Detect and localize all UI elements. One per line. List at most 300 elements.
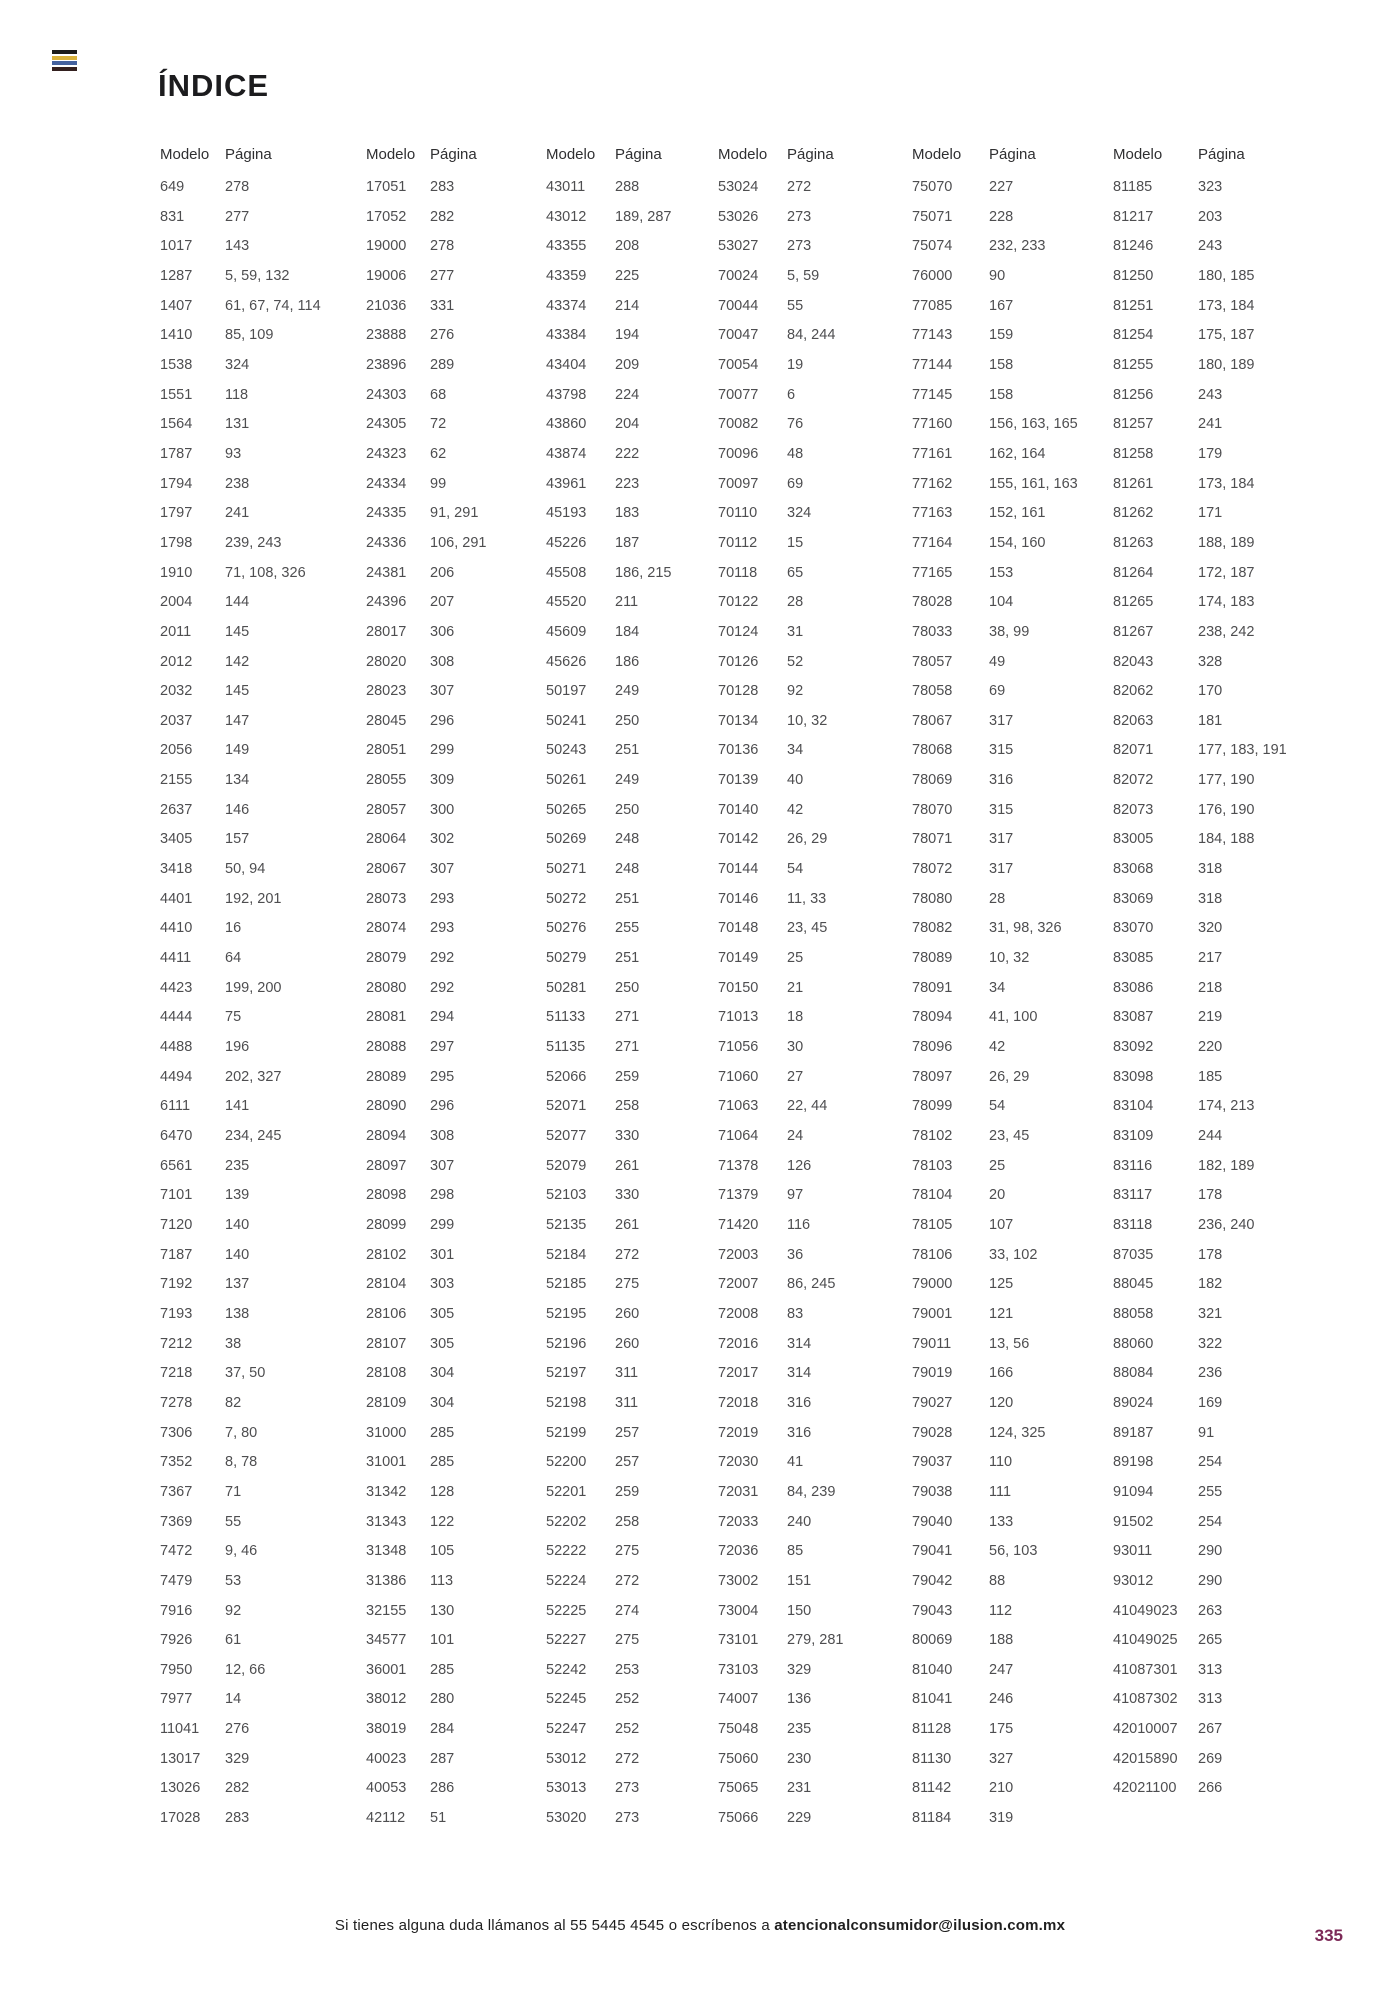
model-number: 70054 [718,356,759,373]
index-row [1113,1336,1287,1366]
model-number: 81258 [1113,445,1154,462]
index-row [366,179,486,209]
model-number: 91502 [1113,1513,1154,1530]
index-row [366,1425,486,1455]
index-row [1113,535,1287,565]
page-numbers: 15 [787,534,804,551]
model-number: 28099 [366,1216,407,1233]
page-numbers: 68 [430,386,447,403]
page-numbers: 37, 50 [225,1365,266,1382]
model-number: 1798 [160,534,193,551]
index-row [718,742,843,772]
index-row [718,416,843,446]
model-number: 93011 [1113,1543,1153,1560]
index-row [1113,950,1287,980]
index-row [366,742,486,772]
index-row [912,1336,1078,1366]
model-number: 70150 [718,979,759,996]
page-numbers: 255 [615,920,640,937]
model-number: 50261 [546,772,587,789]
page-numbers: 53 [225,1572,242,1589]
model-number: 7367 [160,1483,193,1500]
model-number: 1017 [160,238,193,255]
index-row [366,1247,486,1277]
index-row [912,446,1078,476]
model-number: 79042 [912,1572,953,1589]
page-numbers: 31 [787,623,804,640]
model-number: 17052 [366,208,407,225]
column-header-pagina: Página [430,146,477,163]
model-number: 7187 [160,1246,193,1263]
index-column-pair [718,146,843,1840]
column-headers [366,146,486,166]
model-number: 89198 [1113,1454,1154,1471]
page-numbers: 42 [787,801,804,818]
page-numbers: 82 [225,1394,242,1411]
index-row [912,209,1078,239]
model-number: 73101 [718,1632,759,1649]
model-number: 78072 [912,861,953,878]
model-number: 78070 [912,801,953,818]
page-numbers: 71 [225,1483,242,1500]
model-number: 6111 [160,1098,191,1115]
index-row [718,1603,843,1633]
index-row [1113,1306,1287,1336]
index-row [546,1039,671,1069]
column-header-pagina: Página [1198,146,1245,163]
model-number: 78106 [912,1246,953,1263]
index-row [1113,1484,1287,1514]
page-numbers: 314 [787,1365,812,1382]
model-number: 4444 [160,1009,193,1026]
index-row [718,1484,843,1514]
index-row [1113,327,1287,357]
index-row [160,742,321,772]
page-numbers: 251 [615,742,640,759]
index-row [366,594,486,624]
model-number: 75048 [718,1721,759,1738]
index-row [1113,861,1287,891]
index-row [718,1543,843,1573]
index-row [546,1336,671,1366]
model-number: 81261 [1113,475,1154,492]
index-row [366,772,486,802]
index-row [546,1780,671,1810]
page-numbers: 106, 291 [430,534,487,551]
model-number: 79019 [912,1365,953,1382]
index-row [366,1365,486,1395]
model-number: 2155 [160,772,193,789]
model-number: 82072 [1113,772,1154,789]
index-row [912,505,1078,535]
index-row [366,1039,486,1069]
model-number: 71379 [718,1187,759,1204]
page-numbers: 24 [787,1128,804,1144]
index-row [718,387,843,417]
model-number: 72033 [718,1513,759,1530]
page-numbers: 299 [430,1216,455,1233]
index-row [546,683,671,713]
page-numbers: 274 [615,1602,640,1619]
index-row [1113,980,1287,1010]
model-number: 24396 [366,594,407,611]
page-numbers: 146 [225,801,250,818]
index-row [912,861,1078,891]
page-numbers: 153 [989,564,1014,581]
page-numbers: 116 [787,1216,811,1233]
index-row [718,505,843,535]
page-numbers: 13, 56 [989,1335,1030,1352]
model-number: 78082 [912,920,953,937]
index-row [1113,387,1287,417]
page-numbers: 178 [1198,1246,1223,1263]
index-row [912,594,1078,624]
model-number: 52201 [546,1483,587,1500]
model-number: 28107 [366,1335,407,1352]
index-row [546,535,671,565]
model-number: 17028 [160,1810,201,1827]
model-number: 28079 [366,950,407,967]
model-number: 28020 [366,653,407,670]
page-numbers: 308 [430,653,455,670]
page-numbers: 33, 102 [989,1246,1038,1263]
model-number: 73004 [718,1602,759,1619]
index-row [718,980,843,1010]
column-header-modelo: Modelo [1113,146,1163,163]
index-row [366,831,486,861]
page-numbers: 26, 29 [989,1068,1030,1085]
index-row [1113,505,1287,535]
model-number: 3418 [160,861,193,878]
index-row [912,1039,1078,1069]
page-numbers: 255 [1198,1483,1223,1500]
index-row [366,1751,486,1781]
column-header-modelo: Modelo [160,146,210,163]
page-numbers: 12, 66 [225,1661,266,1678]
page-numbers: 69 [989,683,1006,700]
page-numbers: 11, 33 [787,890,827,907]
model-number: 7101 [160,1187,193,1204]
page-numbers: 5, 59 [787,267,820,284]
index-row [718,357,843,387]
index-row [366,387,486,417]
column-header-modelo: Modelo [718,146,768,163]
index-row [1113,1247,1287,1277]
page-numbers: 210 [989,1780,1014,1797]
index-row [1113,1425,1287,1455]
page-numbers: 181 [1198,712,1223,729]
page-numbers: 250 [615,979,640,996]
page-numbers: 266 [1198,1780,1223,1797]
page-numbers: 282 [430,208,455,225]
page-numbers: 90 [989,267,1006,284]
index-row [1113,1662,1287,1692]
model-number: 80069 [912,1632,953,1649]
index-row [160,891,321,921]
page-numbers: 186, 215 [615,564,672,581]
model-number: 83005 [1113,831,1154,848]
page-numbers: 65 [787,564,804,581]
model-number: 81250 [1113,267,1154,284]
model-number: 70146 [718,890,759,907]
model-number: 70082 [718,416,759,433]
column-header-pagina: Página [989,146,1036,163]
index-row [1113,1573,1287,1603]
page-numbers: 297 [430,1039,455,1056]
page-numbers: 192, 201 [225,890,282,907]
index-row [912,357,1078,387]
column-headers [160,146,321,166]
index-row [718,654,843,684]
page-numbers: 317 [989,831,1014,848]
page-numbers: 292 [430,979,455,996]
index-row [160,1514,321,1544]
page-numbers: 9, 46 [225,1543,258,1560]
model-number: 72036 [718,1543,759,1560]
page-numbers: 231 [787,1780,812,1797]
page-numbers: 248 [615,831,640,848]
index-row [1113,476,1287,506]
index-row [366,802,486,832]
page-numbers: 271 [615,1039,640,1056]
index-row [160,802,321,832]
page-number: 335 [1314,1926,1343,1945]
model-number: 4411 [160,950,192,967]
page-numbers: 277 [225,208,250,225]
model-number: 28074 [366,920,407,937]
model-number: 1787 [160,445,193,462]
page-numbers: 284 [430,1721,455,1738]
model-number: 79001 [912,1305,953,1322]
page-numbers: 260 [615,1305,640,1322]
page-numbers: 311 [615,1365,639,1382]
index-row [912,1454,1078,1484]
index-row [160,980,321,1010]
index-row [160,1336,321,1366]
page-numbers: 143 [225,238,250,255]
page-numbers: 318 [1198,861,1223,878]
footer-text: Si tienes alguna duda llámanos al 55 5445 4545 o escríbenos a [334,1917,775,1934]
index-row [718,1128,843,1158]
model-number: 28094 [366,1128,407,1144]
page-numbers: 173, 184 [1198,297,1255,314]
page-numbers: 180, 185 [1198,267,1255,284]
model-number: 1551 [160,386,193,403]
index-row [718,238,843,268]
model-number: 78094 [912,1009,953,1026]
model-number: 83087 [1113,1009,1154,1026]
page-numbers: 133 [989,1513,1014,1530]
stripe [52,56,77,60]
index-row [366,476,486,506]
model-number: 6470 [160,1128,193,1144]
index-column-pair [912,146,1078,1840]
index-row [718,535,843,565]
page-numbers: 41, 100 [989,1009,1038,1026]
page-numbers: 305 [430,1305,455,1322]
index-row [1113,209,1287,239]
index-row [546,654,671,684]
model-number: 38012 [366,1691,407,1708]
model-number: 52222 [546,1543,587,1560]
model-number: 83069 [1113,890,1154,907]
page-numbers: 224 [615,386,640,403]
page-numbers: 225 [615,267,640,284]
model-number: 28057 [366,801,407,818]
index-row [366,1810,486,1840]
model-number: 23888 [366,327,407,344]
model-number: 76000 [912,267,953,284]
index-row [1113,1009,1287,1039]
index-row [912,1158,1078,1188]
page-numbers: 41 [787,1454,804,1471]
index-row [546,772,671,802]
model-number: 7926 [160,1632,193,1649]
index-row [912,950,1078,980]
index-row [366,1336,486,1366]
index-row [366,1009,486,1039]
model-number: 7306 [160,1424,193,1441]
model-number: 24381 [366,564,407,581]
model-number: 70044 [718,297,759,314]
index-row [366,327,486,357]
index-column-pair [366,146,486,1840]
page-numbers: 34 [787,742,804,759]
index-row [546,891,671,921]
page-numbers: 324 [225,356,250,373]
page-numbers: 275 [615,1543,640,1560]
index-row [546,416,671,446]
model-number: 45609 [546,623,587,640]
page-numbers: 244 [1198,1128,1223,1144]
page-numbers: 329 [225,1750,250,1767]
page-numbers: 199, 200 [225,979,282,996]
index-row [160,624,321,654]
index-row [366,1395,486,1425]
page-numbers: 141 [225,1098,250,1115]
model-number: 72003 [718,1246,759,1263]
model-number: 23896 [366,356,407,373]
model-number: 52200 [546,1454,587,1471]
index-row [912,1573,1078,1603]
page-numbers: 105 [430,1543,455,1560]
page-numbers: 283 [430,179,455,195]
model-number: 81185 [1113,179,1153,195]
model-number: 7120 [160,1216,193,1233]
model-number: 53013 [546,1780,587,1797]
model-number: 28051 [366,742,407,759]
page-numbers: 23, 45 [787,920,828,937]
index-row [546,1306,671,1336]
model-number: 7278 [160,1394,193,1411]
page-numbers: 18 [787,1009,804,1026]
page-numbers: 177, 190 [1198,772,1255,789]
stripe [52,61,77,65]
model-number: 7950 [160,1661,193,1678]
page-numbers: 280 [430,1691,455,1708]
model-number: 42015890 [1113,1750,1178,1767]
index-row [160,713,321,743]
column-rows [912,179,1078,1840]
index-row [366,209,486,239]
model-number: 42112 [366,1810,406,1827]
page-numbers: 203 [1198,208,1223,225]
model-number: 2032 [160,683,193,700]
model-number: 50269 [546,831,587,848]
model-number: 83116 [1113,1157,1153,1174]
index-row [546,179,671,209]
model-number: 81184 [912,1810,952,1827]
model-number: 75074 [912,238,953,255]
index-row [718,1632,843,1662]
index-row [160,1306,321,1336]
index-column-pair [546,146,671,1840]
index-row [1113,238,1287,268]
index-row [366,1543,486,1573]
page-numbers: 111 [989,1483,1012,1500]
index-row [160,772,321,802]
page-numbers: 196 [225,1039,250,1056]
model-number: 53020 [546,1810,587,1827]
model-number: 24305 [366,416,407,433]
index-row [912,654,1078,684]
model-number: 75065 [718,1780,759,1797]
model-number: 72016 [718,1335,759,1352]
page-numbers: 252 [615,1691,640,1708]
column-rows [366,179,486,1840]
model-number: 78058 [912,683,953,700]
model-number: 52066 [546,1068,587,1085]
model-number: 77164 [912,534,953,551]
model-number: 1910 [160,564,193,581]
index-row [546,1691,671,1721]
model-number: 45520 [546,594,587,611]
page-numbers: 177, 183, 191 [1198,742,1287,759]
index-row [718,1306,843,1336]
page-numbers: 241 [225,505,250,522]
index-row [912,831,1078,861]
model-number: 78096 [912,1039,953,1056]
page-numbers: 228 [989,208,1014,225]
index-row [546,861,671,891]
index-row [546,476,671,506]
model-number: 24323 [366,445,407,462]
model-number: 78105 [912,1216,953,1233]
page-numbers: 243 [1198,386,1223,403]
column-rows [1113,179,1287,1810]
page-numbers: 38 [225,1335,242,1352]
model-number: 77162 [912,475,953,492]
model-number: 52242 [546,1661,587,1678]
page-numbers: 150 [787,1602,812,1619]
index-row [546,1632,671,1662]
page-numbers: 27 [787,1068,804,1085]
model-number: 70139 [718,772,759,789]
page-numbers: 265 [1198,1632,1223,1649]
page-numbers: 218 [1198,979,1223,996]
model-number: 71063 [718,1098,759,1115]
index-row [718,1187,843,1217]
page-numbers: 330 [615,1187,640,1204]
model-number: 81041 [912,1691,953,1708]
index-row [912,1276,1078,1306]
model-number: 79000 [912,1276,953,1293]
model-number: 52225 [546,1602,587,1619]
index-row [546,327,671,357]
model-number: 52184 [546,1246,587,1263]
index-row [546,920,671,950]
index-row [1113,179,1287,209]
